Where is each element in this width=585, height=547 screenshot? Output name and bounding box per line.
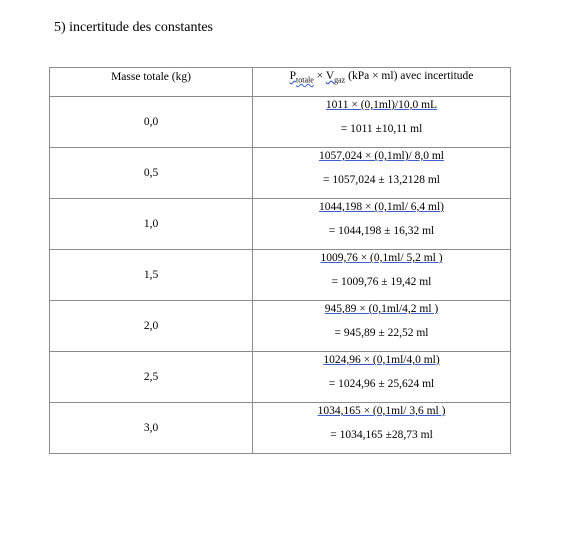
uncertainty-table <box>49 67 511 454</box>
calculation-result: = 1044,198 ± 16,32 ml <box>328 225 435 237</box>
table-row <box>50 352 511 403</box>
calculation-formula: 1024,96 × (0,1ml/4,0 ml) <box>323 354 440 366</box>
masse-cell: 1,5 <box>50 250 253 301</box>
calculation-cell <box>253 352 511 403</box>
calculation-formula: 1057,024 × (0,1ml)/ 8,0 ml <box>319 150 444 162</box>
masse-cell: 2,5 <box>50 352 253 403</box>
table-row <box>50 301 511 352</box>
calculation-cell <box>253 250 511 301</box>
masse-cell: 2,0 <box>50 301 253 352</box>
table-header-row <box>50 68 511 97</box>
section-heading: 5) incertitude des constantes <box>54 20 214 35</box>
masse-cell: 3,0 <box>50 403 253 454</box>
column-header-masse: Masse totale (kg) <box>50 68 253 97</box>
calculation-cell <box>253 199 511 250</box>
column-header-pv: $P_{totale} \times V_{gaz}$ (kPa × ml) avec incertitude <box>253 68 511 97</box>
calculation-result: = 1057,024 ± 13,2128 ml <box>323 174 440 186</box>
calculation-formula: 1034,165 × (0,1ml/ 3,6 ml ) <box>317 405 446 417</box>
calculation-cell <box>253 301 511 352</box>
calculation-cell <box>253 403 511 454</box>
calculation-cell <box>253 148 511 199</box>
calculation-cell <box>253 97 511 148</box>
table-row <box>50 97 511 148</box>
masse-cell: 0,5 <box>50 148 253 199</box>
calculation-result: = 1024,96 ± 25,624 ml <box>328 378 435 390</box>
calculation-result: = 1011 ±10,11 ml <box>340 123 423 135</box>
calculation-result: = 945,89 ± 22,52 ml <box>334 327 429 339</box>
calculation-formula: 945,89 × (0,1ml/4,2 ml ) <box>324 303 439 315</box>
table-row <box>50 250 511 301</box>
masse-cell: 1,0 <box>50 199 253 250</box>
table-row <box>50 148 511 199</box>
calculation-result: = 1009,76 ± 19,42 ml <box>331 276 432 288</box>
calculation-result: = 1034,165 ±28,73 ml <box>330 429 433 441</box>
calculation-formula: 1009,76 × (0,1ml/ 5,2 ml ) <box>320 252 443 264</box>
table-row <box>50 403 511 454</box>
calculation-formula: 1044,198 × (0,1ml/ 6,4 ml) <box>319 201 444 213</box>
table-row <box>50 199 511 250</box>
masse-cell: 0,0 <box>50 97 253 148</box>
calculation-formula: 1011 × (0,1ml)/10,0 mL <box>325 99 438 111</box>
